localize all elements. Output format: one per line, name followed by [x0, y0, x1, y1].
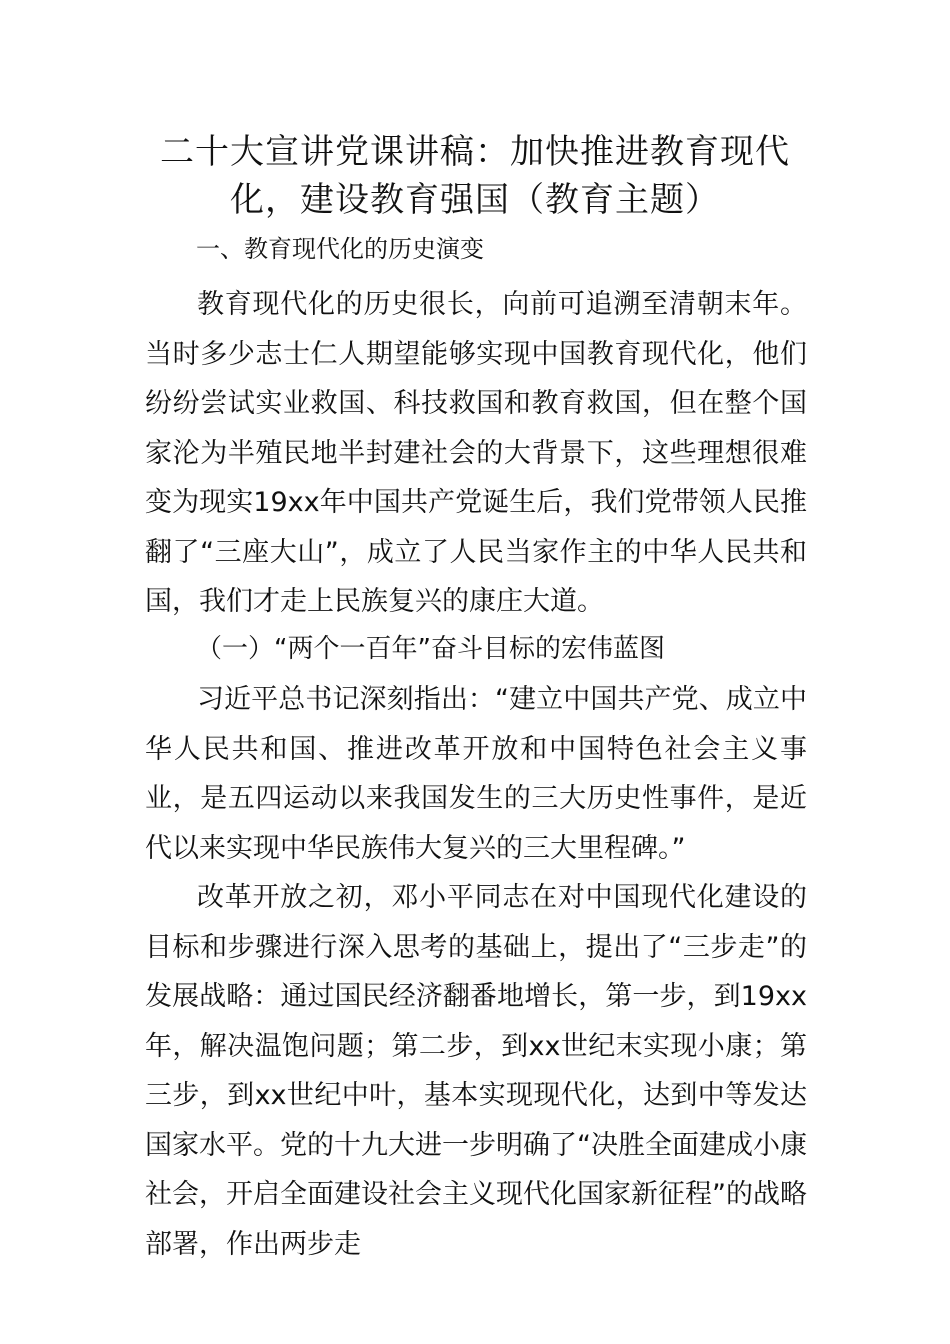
paragraph-history: 教育现代化的历史很长，向前可追溯至清朝末年。当时多少志士仁人期望能够实现中国教育现代化，他们纷纷尝试实业救国、科技救国和教育救国，但在整个国家沦为半殖民地半封建社会的大背景下，这些理想很难变为现实19xx年中国共产党诞生后，我们党带领人民推翻了“三座大山”，成立了人民当家作主的中华人民共和国，我们才走上民族复兴的康庄大道。: [145, 289, 807, 617]
subsection-heading: （一）“两个一百年”奋斗目标的宏伟蓝图: [196, 634, 665, 664]
section-heading: 一、教育现代化的历史演变: [196, 235, 484, 263]
paragraph-strategy: 改革开放之初，邓小平同志在对中国现代化建设的目标和步骤进行深入思考的基础上，提出了“三步走”的发展战略：通过国民经济翻番地增长，第一步，到19xx年，解决温饱问题；第二步，到xx世纪末实现小康；第三步，到xx世纪中叶，基本实现现代化，达到中等发达国家水平。党的十九大进一步明确了“决胜全面建成小康社会，开启全面建设社会主义现代化国家新征程”的战略部署，作出两步走: [145, 882, 807, 1260]
document-title: 二十大宣讲党课讲稿：加快推进教育现代化，建设教育强国（教育主题）: [160, 132, 790, 220]
paragraph-quote: 习近平总书记深刻指出：“建立中国共产党、成立中华人民共和国、推进改革开放和中国特色社会主义事业，是五四运动以来我国发生的三大历史性事件，是近代以来实现中华民族伟大复兴的三大里程碑。”: [145, 684, 807, 864]
